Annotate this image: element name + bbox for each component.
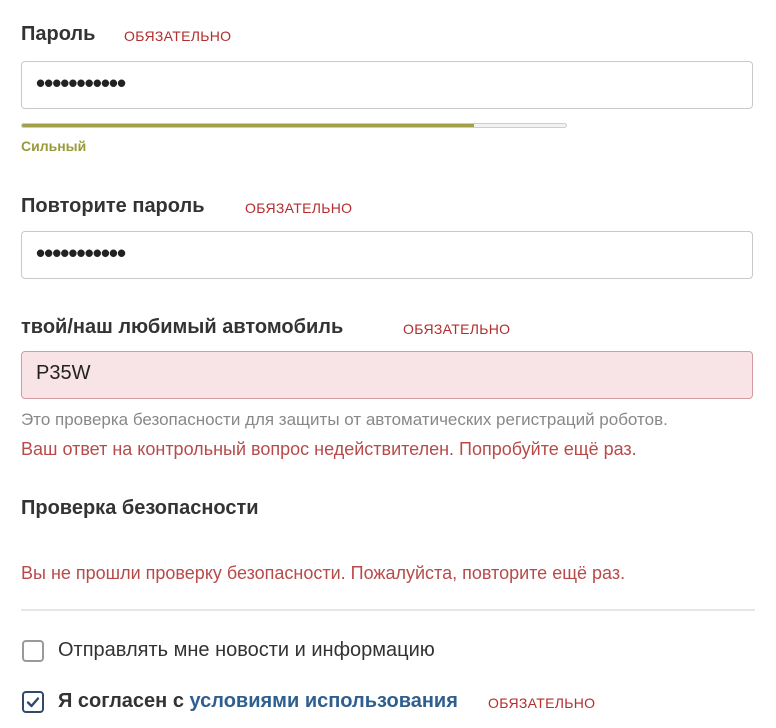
security-question-value: P35W [36, 362, 91, 384]
confirm-password-label: Повторите пароль [21, 195, 205, 217]
security-question-field[interactable] [21, 351, 753, 399]
confirm-password-value: ••••••••••• [36, 238, 126, 268]
security-question-error: Ваш ответ на контрольный вопрос недействителен. Попробуйте ещё раз. [21, 439, 637, 459]
divider [21, 609, 755, 611]
newsletter-checkbox[interactable] [22, 640, 44, 662]
security-question-label: твой/наш любимый автомобиль [21, 316, 344, 338]
security-question-help: Это проверка безопасности для защиты от автоматических регистраций роботов. [21, 410, 668, 429]
password-value: ••••••••••• [36, 68, 126, 98]
password-strength-fill [22, 124, 474, 127]
confirm-password-required-tag: ОБЯЗАТЕЛЬНО [245, 200, 353, 216]
terms-label [58, 690, 458, 713]
password-field[interactable] [21, 61, 753, 109]
confirm-password-field[interactable] [21, 231, 753, 279]
password-strength-label: Сильный [21, 138, 87, 154]
security-check-heading: Проверка безопасности [21, 497, 259, 519]
checkmark-icon [25, 694, 41, 710]
security-check-error: Вы не прошли проверку безопасности. Пожалуйста, повторите ещё раз. [21, 563, 626, 583]
security-question-required-tag: ОБЯЗАТЕЛЬНО [403, 321, 511, 337]
password-required-tag: ОБЯЗАТЕЛЬНО [124, 28, 232, 44]
terms-checkbox[interactable] [22, 691, 44, 713]
terms-prefix: Я согласен с [58, 690, 190, 712]
newsletter-label[interactable]: Отправлять мне новости и информацию [58, 639, 435, 661]
terms-link[interactable]: условиями использования [189, 690, 458, 712]
terms-required-tag: ОБЯЗАТЕЛЬНО [488, 695, 596, 711]
password-strength-meter [21, 123, 567, 128]
password-label: Пароль [21, 23, 96, 45]
